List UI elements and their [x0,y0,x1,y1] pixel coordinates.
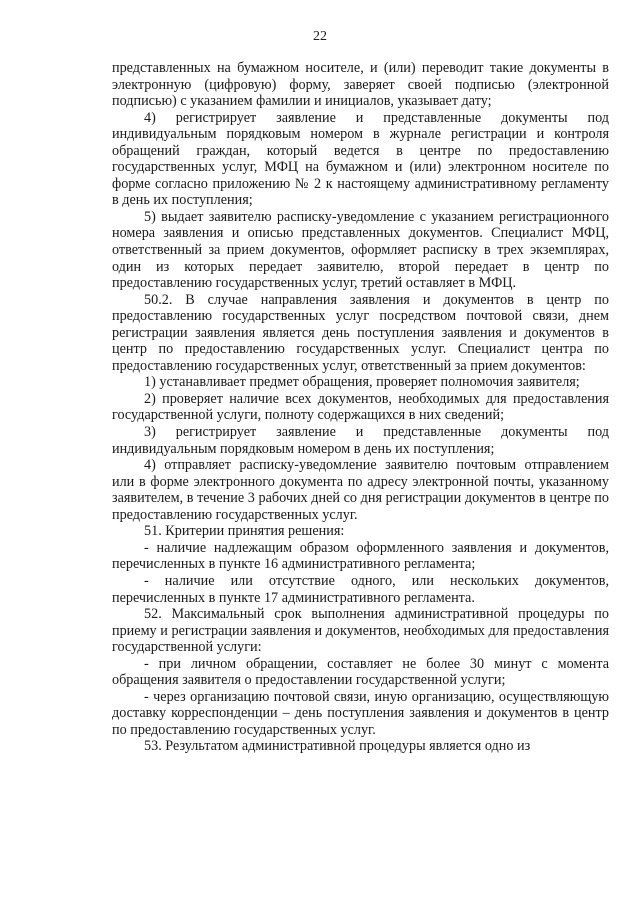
paragraph-52-personal: - при личном обращении, составляет не более 30 минут с момента обращения заявителя о предоставлении государственной услуги; [112,655,609,689]
paragraph-item-2: 2) проверяет наличие всех документов, необходимых для предоставления государственной услуги, полноту содержащихся в них сведений; [112,390,609,424]
paragraph-51: 51. Критерии принятия решения: [144,523,345,540]
paragraph-item-1: 1) устанавливает предмет обращения, проверяет полномочия заявителя; [144,374,580,391]
paragraph-item-4-register: 4) регистрирует заявление и представленные документы под индивидуальным порядковым номером в журнале регистрации и контроля обращений граждан, который ведется в центре по предоставлению государственных услуг, МФЦ на бумажном и (или) электронном носителе по форме согласно приложению № 2 к настоящему административному регламенту в день их поступления; [112,109,609,209]
paragraph-item-4-send: 4) отправляет расписку-уведомление заявителю почтовым отправлением или в форме электронного документа по адресу электронной почты, указанному заявителем, в течение 3 рабочих дней со дня регистрации документов в центре по предоставлению государственных услуг. [112,457,609,523]
paragraph-52-postal: - через организацию почтовой связи, иную организацию, осуществляющую доставку корреспонденции – день поступления заявления и документов в центр по предоставлению государственных услуг. [112,688,609,738]
paragraph-50-2: 50.2. В случае направления заявления и документов в центр по предоставлению государственных услуг посредством почтовой связи, днем регистрации заявления является день поступления заявления и документов в центр по предоставлению государственных услуг. Специалист центра по предоставлению государственных услуг, ответственный за прием документов: [112,291,609,374]
page-number: 22 [313,29,327,44]
paragraph-51-criterion-2: - наличие или отсутствие одного, или нескольких документов, перечисленных в пункте 17 административного регламента. [112,572,609,606]
paragraph-51-criterion-1: - наличие надлежащим образом оформленного заявления и документов, перечисленных в пункте 16 административного регламента; [112,539,609,573]
document-body [112,60,609,755]
paragraph-52: 52. Максимальный срок выполнения административной процедуры по приему и регистрации заявления и документов, необходимых для предоставления государственной услуги: [112,606,609,656]
paragraph-item-3: 3) регистрирует заявление и представленные документы под индивидуальным порядковым номером в день их поступления; [112,424,609,457]
paragraph-53: 53. Результатом административной процедуры является одно из [144,738,531,755]
paragraph-continuation: представленных на бумажном носителе, и (или) переводит такие документы в электронную (цифровую) форму, заверяет своей подписью (электронной подписью) с указанием фамилии и инициалов, указывает дату; [112,60,609,110]
paragraph-item-5-receipt: 5) выдает заявителю расписку-уведомление с указанием регистрационного номера заявления и описью представленных документов. Специалист МФЦ, ответственный за прием документов, оформляет расписку в трех экземплярах, один из которых передает заявителю, второй передает в центр по предоставлению государственных услуг, третий оставляет в МФЦ. [112,208,609,292]
